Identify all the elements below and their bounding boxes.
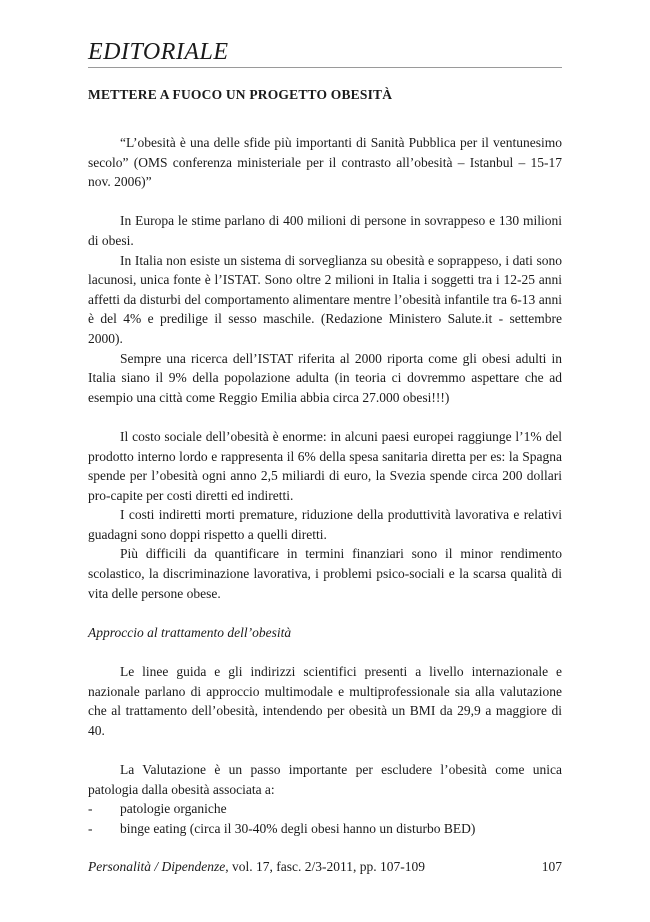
list-item bbox=[88, 819, 562, 839]
paragraph-evaluation: La Valutazione è un passo importante per escludere l’obesità come unica patologia dalla obesità associata a: bbox=[88, 762, 562, 797]
journal-name: Personalità / Dipendenze bbox=[88, 859, 226, 874]
associated-conditions-list bbox=[88, 799, 562, 838]
list-item bbox=[88, 799, 562, 819]
paragraph-social-cost: Il costo sociale dell’obesità è enorme: in alcuni paesi europei raggiunge l’1% del prodotto interno lordo e rappresenta il 6% della spesa sanitaria diretta per es: la Spagna spende per l’obesità ogni anno 2,5 miliardi di euro, la Svezia spende circa 200 dollari pro-capite per costi diretti ed indiretti. bbox=[88, 428, 562, 503]
paragraph-europe: In Europa le stime parlano di 400 milioni di persone in sovrappeso e 130 milioni di obesi. bbox=[88, 213, 562, 248]
list-dash: - bbox=[88, 820, 93, 836]
header-rule bbox=[88, 67, 562, 68]
journal-citation: , vol. 17, fasc. 2/3-2011, pp. 107-109 bbox=[225, 859, 425, 874]
section-title: EDITORIALE bbox=[88, 39, 229, 65]
list-item-text: patologie organiche bbox=[120, 801, 227, 817]
page-number: 107 bbox=[541, 859, 562, 874]
opening-quote: “L’obesità è una delle sfide più importanti di Sanità Pubblica per il ventunesimo secolo” (OMS conferenza ministeriale per il contrasto all’obesità – Istanbul – 15-17 nov. 2006)” bbox=[88, 135, 562, 190]
list-dash: - bbox=[88, 801, 93, 817]
paragraph-quantify: Più difficili da quantificare in termini finanziari sono il minor rendimento scolastico, la discriminazione lavorativa, i problemi psico-sociali e la scarsa qualità di vita delle persone obese. bbox=[88, 546, 562, 601]
list-item-text: binge eating (circa il 30-40% degli obesi hanno un disturbo BED) bbox=[120, 820, 476, 836]
page-footer bbox=[88, 859, 562, 875]
document-page bbox=[88, 0, 562, 922]
paragraph-guidelines: Le linee guida e gli indirizzi scientifici presenti a livello internazionale e nazionale parlano di approccio multimodale e multiprofessionale sia alla valutazione che al trattamento dell’obesità, intendendo per obesità un BMI da 29,9 a maggiore di 40. bbox=[88, 664, 562, 738]
paragraph-indirect-costs: I costi indiretti morti premature, riduzione della produttività lavorativa e relativi guadagni sono doppi rispetto a quelli diretti. bbox=[88, 507, 562, 542]
paragraph-istat: Sempre una ricerca dell’ISTAT riferita al 2000 riporta come gli obesi adulti in Italia siano il 9% della popolazione adulta (in teoria ci dovremmo aspettare che ad esempio una città come Reggio Emilia abbia circa 27.000 obesi!!!) bbox=[88, 350, 562, 405]
article-body bbox=[88, 133, 562, 838]
article-title: METTERE A FUOCO UN PROGETTO OBESITÀ bbox=[88, 87, 393, 102]
subheading-approach: Approccio al trattamento dell’obesità bbox=[88, 624, 292, 640]
paragraph-italy: In Italia non esiste un sistema di sorveglianza su obesità e soprappeso, i dati sono lacunosi, unica fonte è l’ISTAT. Sono oltre 2 milioni in Italia i soggetti tra i 12-25 anni affetti da disturbi del comportamento alimentare mentre l’obesità infantile tra 6-13 anni è del 4% e predilige il sesso maschile. (Redazione Ministero Salute.it - settembre 2000). bbox=[88, 252, 562, 346]
